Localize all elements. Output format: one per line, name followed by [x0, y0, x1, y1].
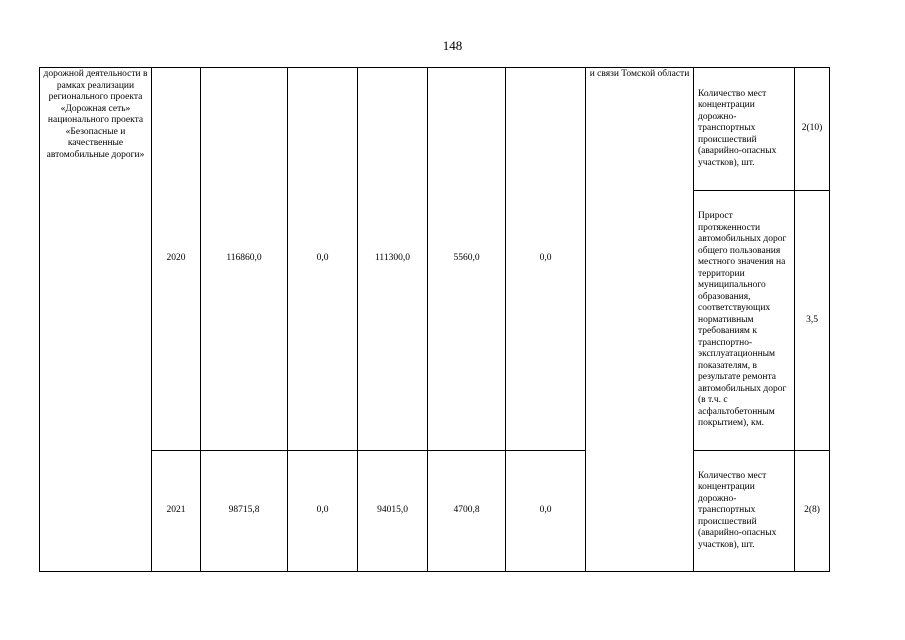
other-sources-cell: 0,0 — [506, 68, 586, 451]
page-number: 148 — [442, 38, 463, 53]
executor-cell — [586, 68, 694, 572]
indicator-value-cell: 3,5 — [795, 191, 830, 451]
table-row — [40, 68, 830, 191]
indicator-value-cell: 2(10) — [795, 68, 830, 191]
program-table — [39, 67, 830, 572]
executor-text: и связи Томской области — [589, 69, 690, 79]
total-cell: 98715,8 — [201, 451, 288, 572]
event-description: дорожной деятельности в рамках реализации регионального проекта «Дорожная сеть» национального проекта «Безопасные и качественные автомобильные дороги» — [43, 69, 148, 160]
event-description-cell — [40, 68, 152, 572]
regional-budget-cell: 111300,0 — [358, 68, 428, 451]
local-budget-cell: 5560,0 — [428, 68, 506, 451]
local-budget-cell: 4700,8 — [428, 451, 506, 572]
table-row — [40, 451, 830, 572]
indicator-name-cell: Количество мест концентрации дорожно-транспортных происшествий (аварийно-опасных участков), шт. — [694, 451, 795, 572]
year-cell: 2021 — [152, 451, 201, 572]
total-cell: 116860,0 — [201, 68, 288, 451]
indicator-name-cell: Количество мест концентрации дорожно-транспортных происшествий (аварийно-опасных участков), шт. — [694, 68, 795, 191]
federal-budget-cell: 0,0 — [288, 68, 358, 451]
indicator-name-cell: Прирост протяженности автомобильных дорог общего пользования местного значения на территории муниципального образования, соответствующих нормативным требованиям к транспортно-эксплуатационным показателям, в результате ремонта автомобильных дорог (в т.ч. с асфальтобетонным покрытием), км. — [694, 191, 795, 451]
other-sources-cell: 0,0 — [506, 451, 586, 572]
regional-budget-cell: 94015,0 — [358, 451, 428, 572]
indicator-value-cell: 2(8) — [795, 451, 830, 572]
year-cell: 2020 — [152, 68, 201, 451]
federal-budget-cell: 0,0 — [288, 451, 358, 572]
